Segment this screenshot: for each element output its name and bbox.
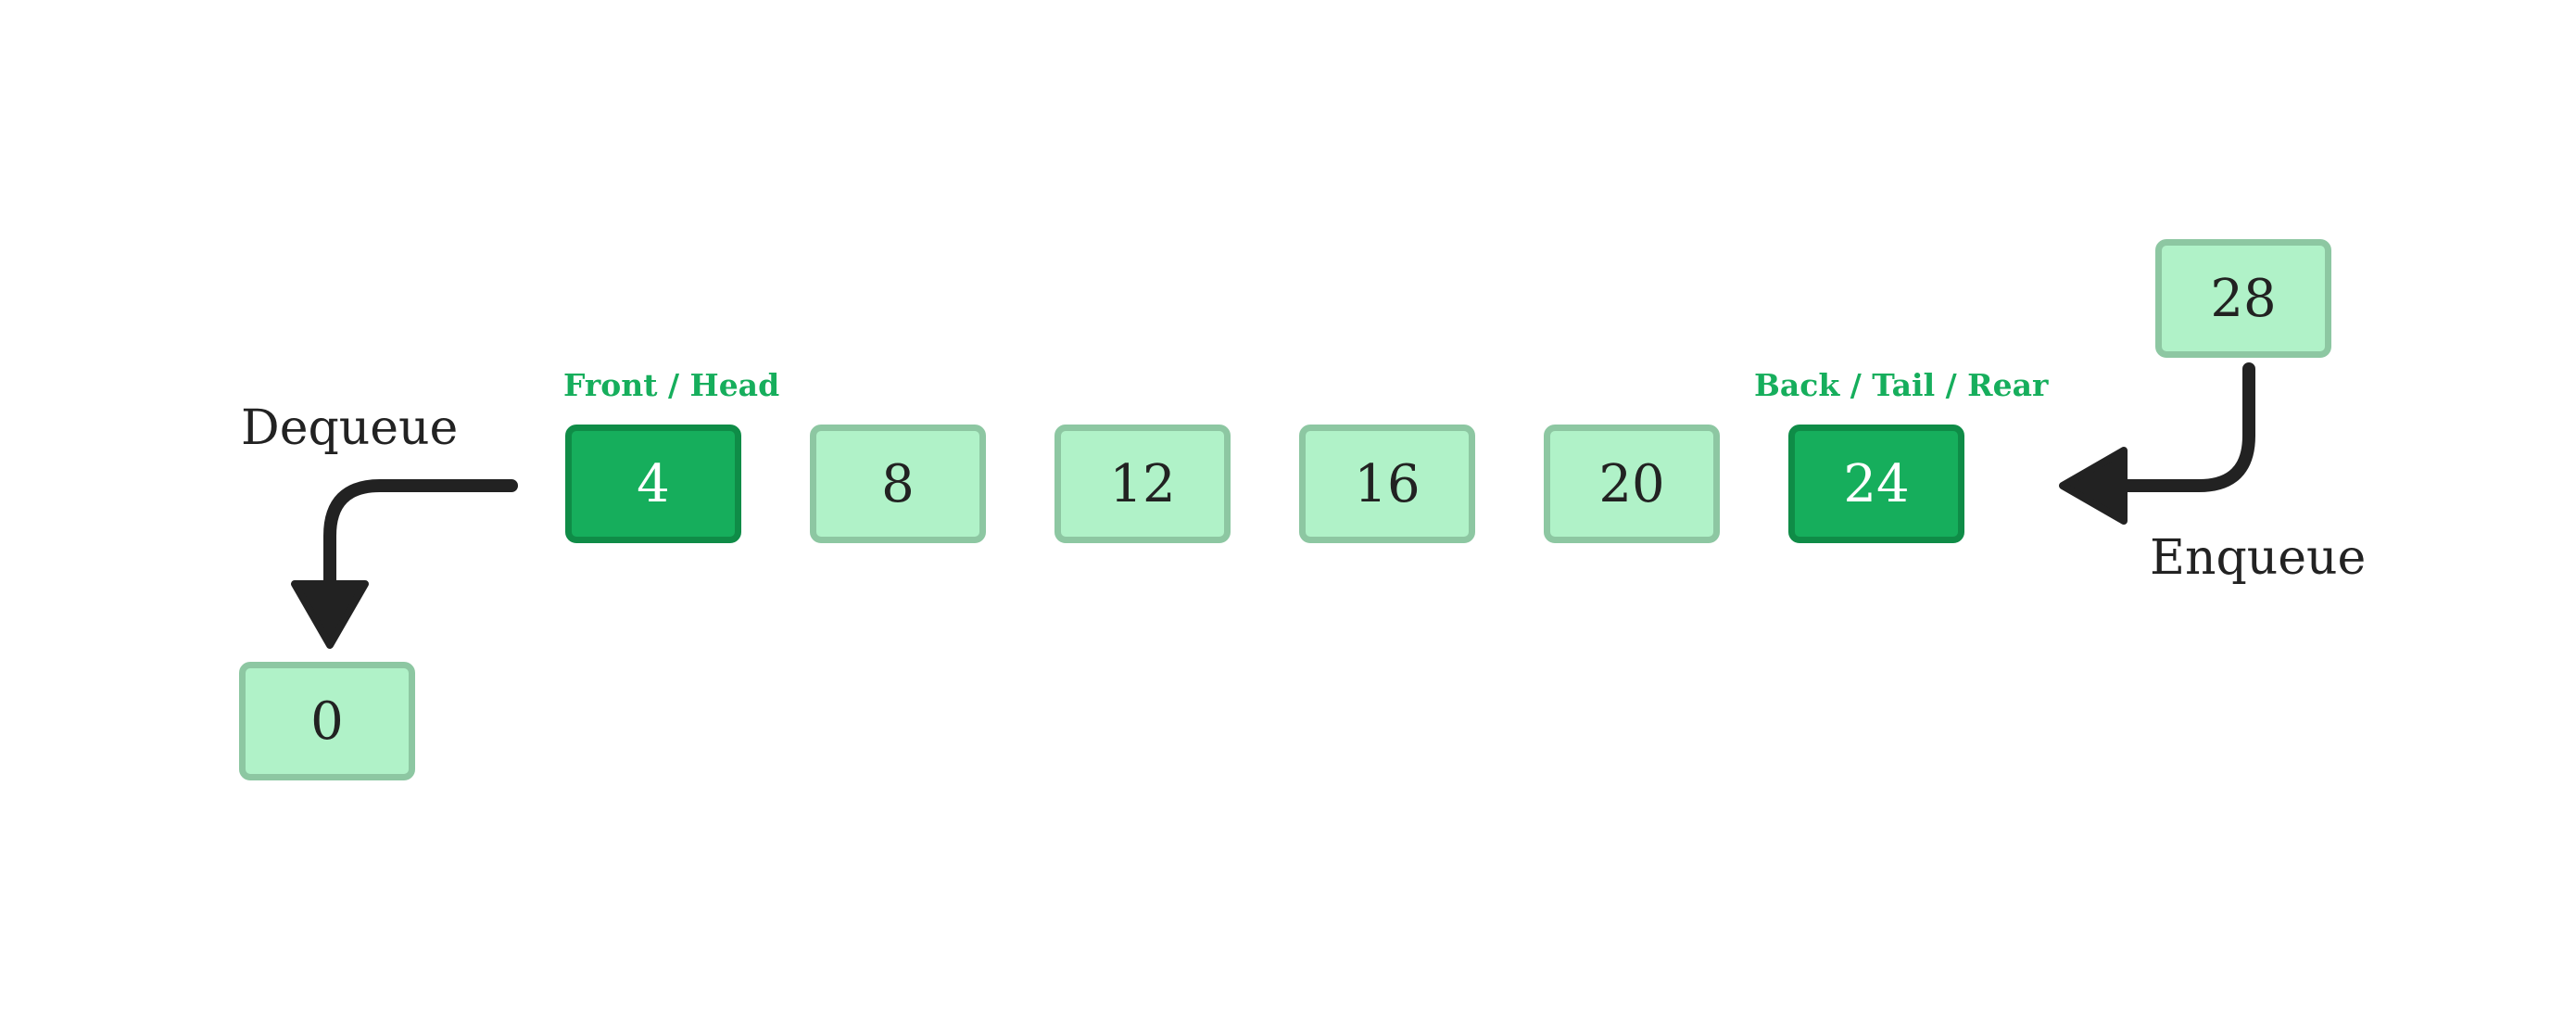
dequeue-arrow	[330, 486, 511, 593]
enqueue-arrowhead	[2063, 450, 2124, 521]
queue-node: 8	[810, 425, 986, 543]
dequeue-arrowhead	[295, 584, 365, 645]
queue-node: 20	[1544, 425, 1720, 543]
dequeue-label: Dequeue	[241, 400, 459, 456]
front-head-label: Front / Head	[563, 367, 780, 403]
enqueue-arrow	[2113, 369, 2249, 486]
back-tail-rear-label: Back / Tail / Rear	[1754, 367, 2049, 403]
dequeued-node: 0	[239, 662, 415, 780]
queue-node-front: 4	[565, 425, 741, 543]
enqueue-label: Enqueue	[2150, 530, 2367, 586]
queue-node: 16	[1299, 425, 1475, 543]
enqueued-node: 28	[2155, 239, 2331, 358]
queue-node-back: 24	[1788, 425, 1964, 543]
queue-node: 12	[1054, 425, 1231, 543]
